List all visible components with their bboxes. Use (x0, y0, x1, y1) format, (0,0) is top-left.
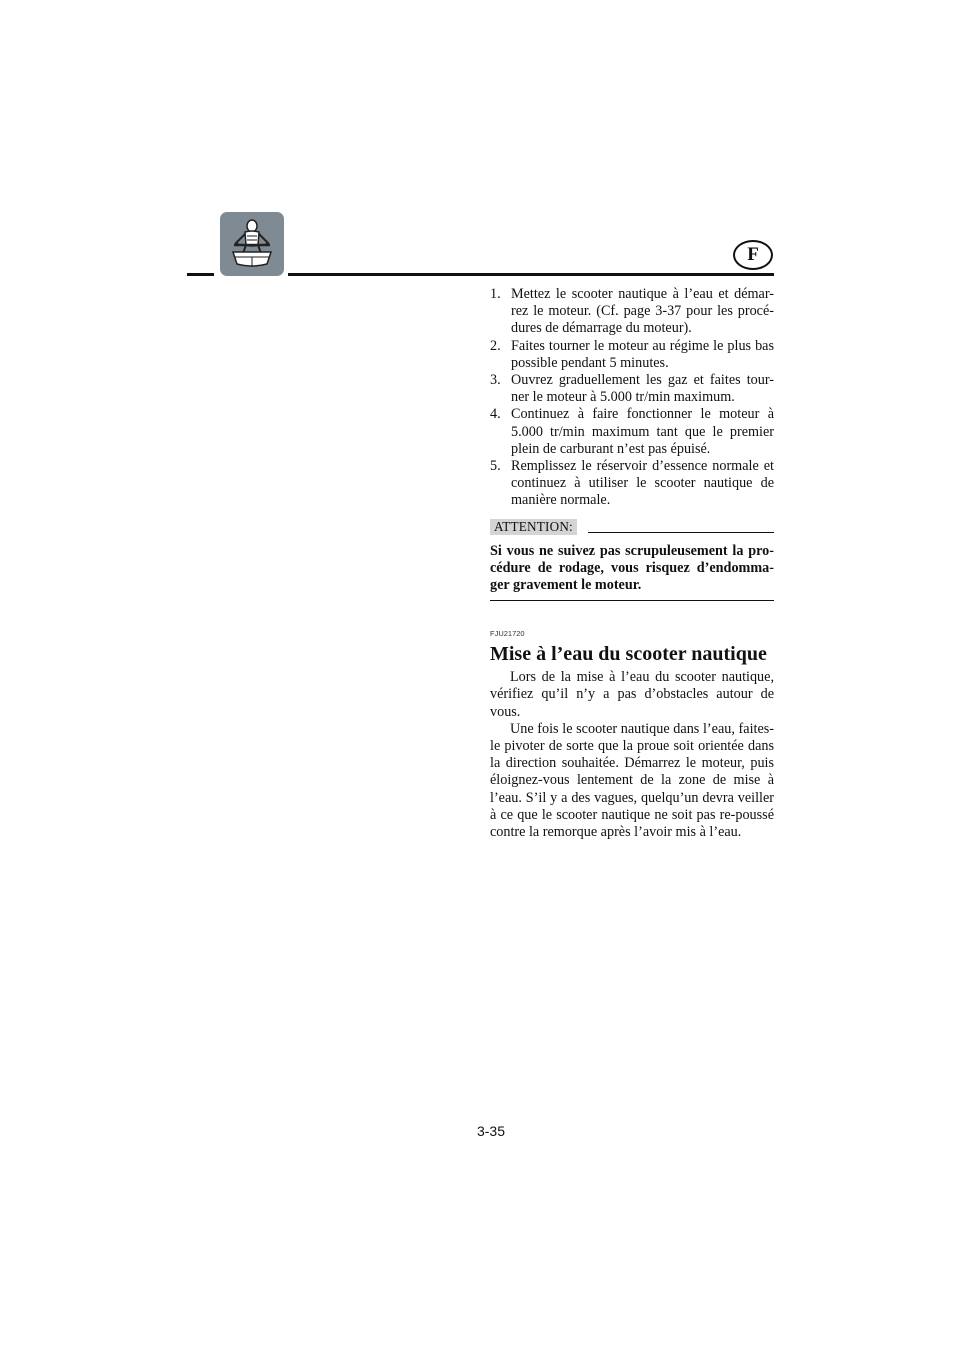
step-item (490, 458, 774, 510)
attention-bottom-rule (490, 600, 774, 601)
step-item (490, 338, 774, 372)
step-item (490, 406, 774, 458)
step-number: 3. (490, 372, 501, 389)
step-number: 2. (490, 337, 501, 354)
step-number: 1. (490, 286, 501, 302)
page-content (490, 286, 774, 841)
step-item (490, 286, 774, 338)
step-text: Ouvrez graduellement les gaz et faites tour-ner le moteur à 5.000 tr/min maximum. (511, 372, 774, 406)
language-badge: F (733, 240, 773, 270)
step-text: Faites tourner le moteur au régime le plus bas possible pendant 5 minutes. (511, 337, 774, 371)
jet-ski-rider-icon (220, 212, 284, 276)
header-rule-right (288, 273, 774, 276)
procedure-steps (490, 286, 774, 510)
body-paragraph: Lors de la mise à l’eau du scooter nautique, vérifiez qu’il n’y a pas d’obstacles autour de vous. (490, 669, 774, 720)
step-number: 4. (490, 406, 501, 423)
step-text: Continuez à faire fonctionner le moteur à 5.000 tr/min maximum tant que le premier plein de carburant n’est pas épuisé. (511, 406, 774, 457)
attention-text: Si vous ne suivez pas scrupuleusement la pro-cédure de rodage, vous risquez d’endomma-ger gravement le moteur. (490, 542, 774, 594)
body-paragraph: Une fois le scooter nautique dans l’eau, faites-le pivoter de sorte que la proue soit orientée dans la direction souhaitée. Démarrez le moteur, puis éloignez-vous lentement de la zone de mise à l’eau. S’il y a des vagues, quelqu’un devra veiller à ce que le scooter nautique ne soit pas re-poussé contre la remorque après l’avoir mis à l’eau. (490, 720, 774, 841)
step-number: 5. (490, 458, 501, 475)
step-text: Mettez le scooter nautique à l’eau et démar-rez le moteur. (Cf. page 3-37 pour les procé-dures de démarrage du moteur). (511, 286, 774, 337)
section-code: FJU21720 (490, 629, 525, 639)
attention-header (490, 519, 774, 537)
attention-label: ATTENTION: (490, 519, 577, 535)
section-title: Mise à l’eau du scooter nautique (490, 643, 767, 666)
attention-rule (588, 532, 774, 533)
header-rule-left (187, 273, 214, 276)
step-item (490, 372, 774, 406)
step-text: Remplissez le réservoir d’essence normale et continuez à utiliser le scooter nautique de manière normale. (511, 458, 774, 509)
page-number: 3-35 (476, 1123, 506, 1139)
